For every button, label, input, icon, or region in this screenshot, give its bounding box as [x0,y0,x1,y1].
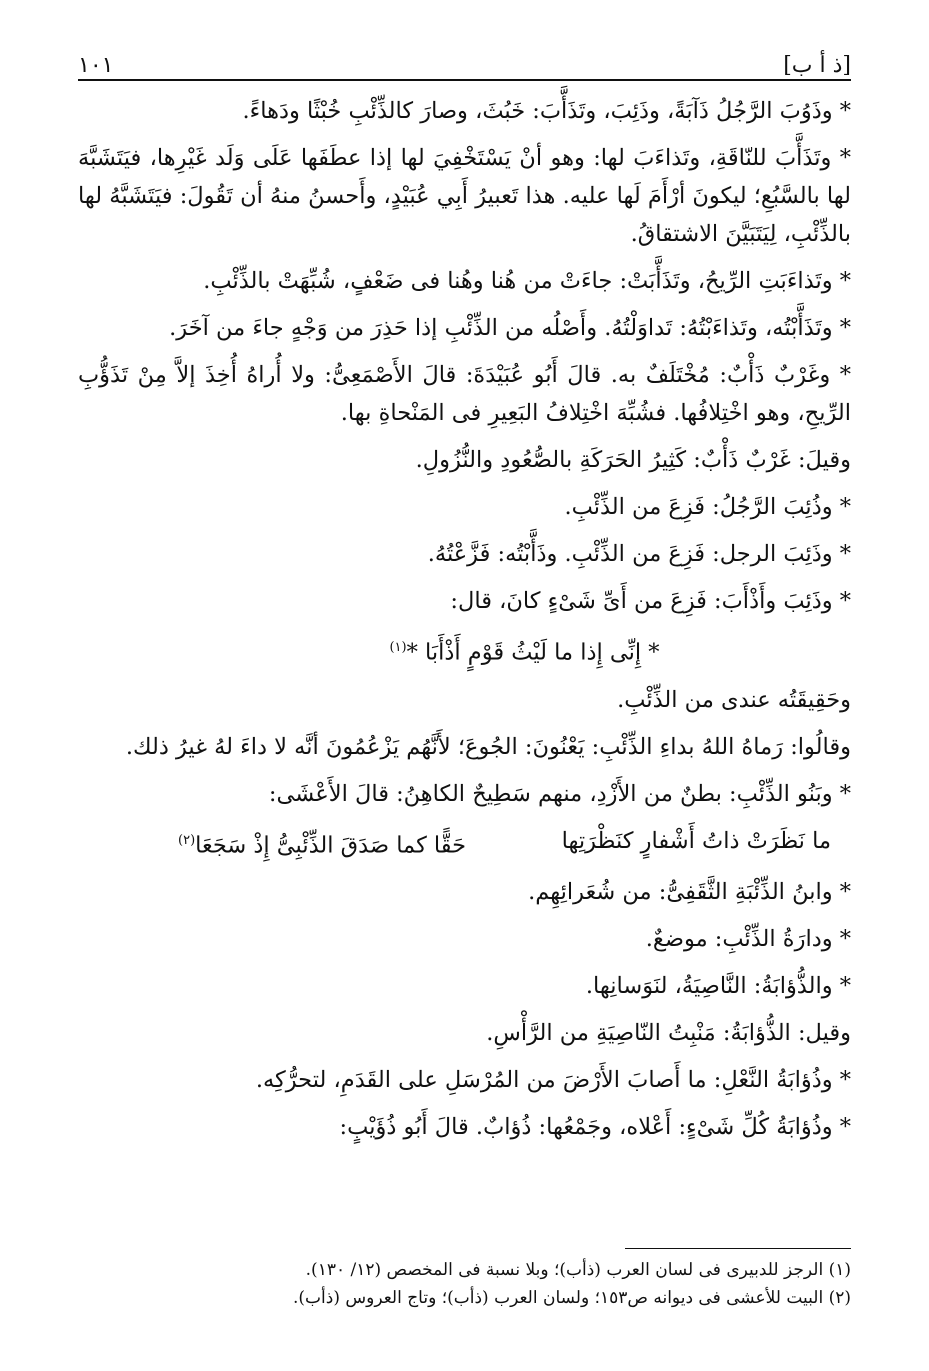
entry-paragraph: وقيلَ: غَرْبٌ ذَأْبٌ: كَثِيرُ الحَرَكَةِ بالصُّعُودِ والنُّزُولِ. [415,447,851,473]
main-text [78,92,851,1155]
footnote: (٢) البيت للأعشى فى ديوانه ص١٥٣؛ ولسان العرب (ذأب)؛ وتاج العروس (ذأب). [292,1288,851,1308]
footnote: (١) الرجز للدبيرى فى لسان العرب (ذأب)؛ وبلا نسبة فى المخصص (١٢/ ١٣٠). [305,1260,851,1280]
entry-paragraph: * وابنُ الذِّئْبَةِ الثَّقَفِىُّ: من شُعَرائِهِم. [528,879,851,905]
footnotes [78,1256,851,1312]
entry-paragraph: * وتَذاءَبَتِ الرِّيحُ، وتَذَأَّبَتْ: جاءَتْ من هُنا وهُنا فى ضَعْفٍ، شُبِّهَتْ بالذِّئْبِ. [203,268,851,294]
entry-paragraph: * وتَذَأَّبَ للنّاقَةِ، وتَذاءَبَ لها: وهو أنْ يَسْتَخْفِيَ لها إذا عطَفَها عَلَى وَلَد غَيْرِها، فيَتَشَبَّهَ لها بالسَّبُعِ؛ ليكونَ أرْأَمَ لَها عليه. هذا تَعبيرُ أَبِي عُبَيْدٍ، وأَحسنُ منهُ أن تَقُولَ: فيَتَشَبَّهُ لها بالذِّئْبِ، لِيَتَبَيَّنَ الاشتقاقُ. [78,145,851,247]
entry-paragraph: * وذَئِبَ وأَذْأَبَ: فَزِعَ من أَىِّ شَىْءٍ كانَ، قال: [450,588,851,614]
rajaz-verse [78,629,851,672]
entry-paragraph: * وغَرْبٌ ذَأْبٌ: مُخْتَلَفٌ به. قالَ أَبُو عُبَيْدَةَ: قالَ الأَصْمَعِىُّ: ولا أُراهُ أُخِذَ إلاَّ مِنْ تَذَؤُّبِ الرِّيحِ، وهو اخْتِلافُها. فشُبِّهَ اخْتِلافُ البَعِيرِ فى المَنْحاةِ بها. [78,362,851,426]
entry-paragraph: * ودارَةُ الذِّئْبِ: موضعٌ. [645,926,851,952]
page-number: ١٠١ [78,53,114,78]
entry-paragraph: * وذُؤابَةُ النَّعْلِ: ما أَصابَ الأَرْضَ من المُرْسَلِ على القَدَمِ، لتحرُّكِه. [255,1067,851,1093]
verse-hemistich-second [178,822,466,865]
hemistich-text: حَقًّا كما صَدَقَ الذِّئْبِىُّ إِذْ سَجَعَا [195,832,467,858]
entry-paragraph: * وذُؤابَةُ كُلِّ شَىْءٍ: أَعْلاه، وجَمْعُها: ذُؤابٌ. قالَ أَبُو ذُؤَيْبٍ: [339,1114,851,1140]
entry-paragraph: * وذَئِبَ الرجل: فَزِعَ من الذِّئْبِ. وذَأَّبْتُه: فَزَّعْتُهُ. [427,541,851,567]
entry-paragraph: وحَقِيقَتُه عندى من الذِّئْبِ. [617,686,851,713]
poem-verse [78,822,851,865]
footnote-ref: (٢) [178,832,196,848]
entry-paragraph: * وذَوُبَ الرَّجُلُ ذَآبَةً، وذَئِبَ، وتَذَأَّبَ: خَبُثَ، وصارَ كالذِّئْبِ خُبْثًا ودَهاءً. [242,98,851,124]
entry-paragraph: وقالُوا: رَماهُ اللهُ بداءِ الذِّئْبِ: يَعْنُونَ: الجُوعَ؛ لأَنَّهُم يَزْعُمُونَ أنَّه لا داءَ لهُ غيرُ ذلك. [125,733,851,760]
running-title: [ذ أ ب] [783,53,851,78]
entry-paragraph: * والذُّؤابَةُ: النَّاصِيَةُ، لنَوَسانِها. [585,973,851,999]
footnote-ref: (١) [389,640,407,655]
page-header [78,44,851,78]
entry-paragraph: * وتَذَأَّبْتُه، وتَذاءَبْتُهُ: تَداوَلْتُهُ. وأَصْلُه من الذِّئْبِ إذا حَذِرَ من وَجْهٍ جاءَ من آخَرَ. [169,315,851,341]
verse-hemistich-first: ما نَظَرَتْ ذاتُ أَشْفارٍ كنَظْرَتِها [561,827,831,854]
entry-paragraph: * وذُئِبَ الرَّجُلُ: فَزِعَ من الذِّئْبِ. [564,494,851,520]
entry-paragraph: * وبَنُو الذِّئْبِ: بطنٌ من الأَزْدِ، منهم سَطِيحٌ الكاهِنُ: قالَ الأَعْشَى: [268,780,851,807]
verse-text: * إِنِّى إِذا ما لَيْثُ قَوْمٍ أَذْأَبَا * [406,639,660,666]
footnote-rule [625,1248,851,1249]
header-rule [78,79,851,81]
entry-paragraph: وقيل: الذُّؤابَةُ: مَنْبِتُ النّاصِيَةِ من الرَّأْسِ. [486,1020,851,1046]
